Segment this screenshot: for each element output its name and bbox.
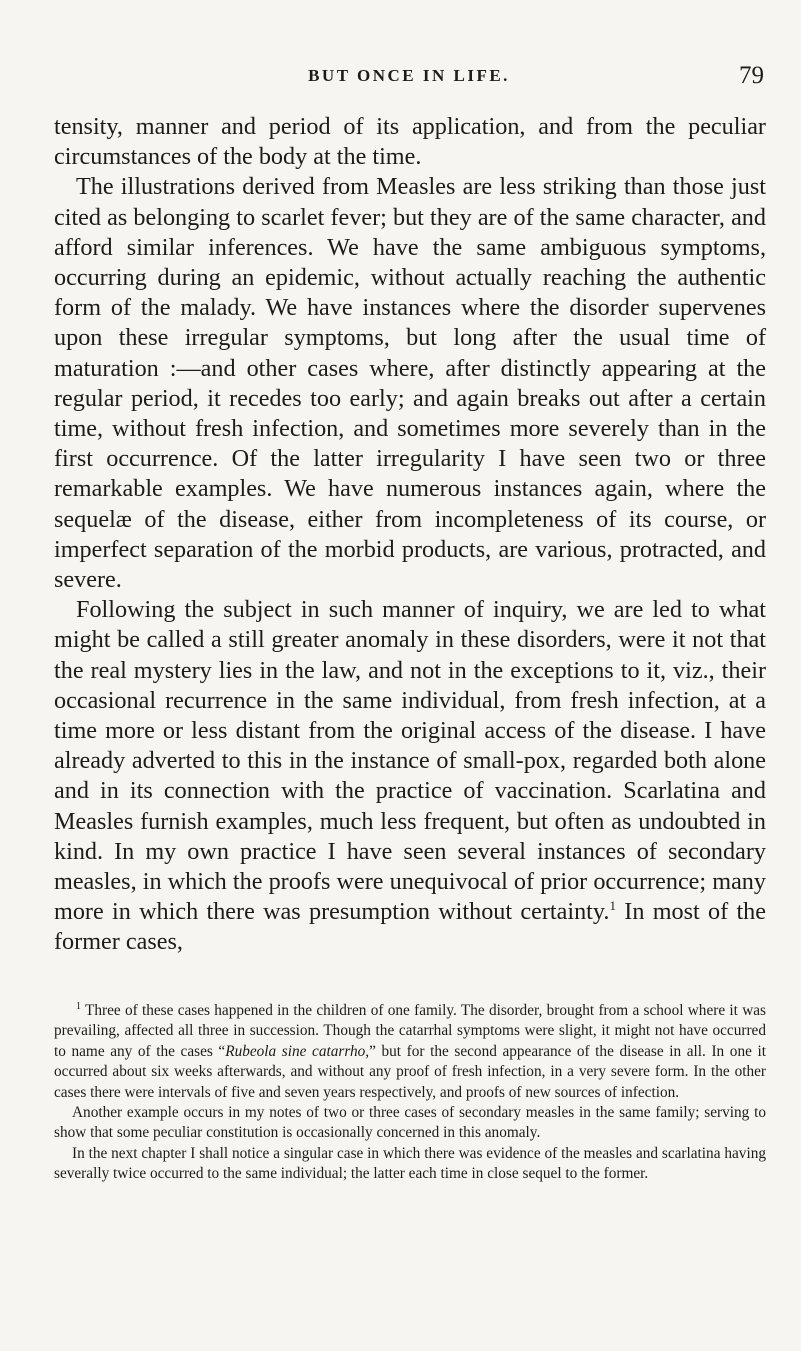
- paragraph-3-tail: In most of the former cases,: [54, 898, 767, 956]
- footnote-2: Another example occurs in my notes of two or three cases of secondary measles in the same family; serving to show that some peculiar constitution is occasionally concerned in this anomaly.: [54, 1104, 766, 1142]
- footnote-1-tail: ” but for the second appearance of the disease in all. In one it occurred about six weeks afterwards, and without any proof of fresh infection, in a very severe form. In the other cases there were intervals of five and seven years respectively, and proofs of new sources of infection.: [54, 1042, 766, 1101]
- body-text: [54, 112, 766, 958]
- page-number: 79: [739, 62, 764, 89]
- footnote-1-text: Three of these cases happened in the children of one family. The disorder, brought from a school where it was prevailing, affected all three in succession. Though the catarrhal symptoms were slight, it might not have occurred to name any of the cases “: [54, 1002, 766, 1060]
- footnotes: [54, 1001, 766, 1185]
- running-head: [54, 62, 764, 94]
- running-title: BUT ONCE IN LIFE.: [308, 66, 510, 85]
- footnote-1: [54, 1001, 766, 1103]
- footnote-reference[interactable]: 1: [609, 898, 616, 914]
- paragraph-2: The illustrations derived from Measles are less striking than those just cited as belonging to scarlet fever; but they are of the same character, and afford similar inferences. We have the same ambiguous symptoms, occurring during an epidemic, without actually reaching the authentic form of the malady. We have instances where the disorder supervenes upon these irregular symptoms, but long after the usual time of maturation :—and other cases where, after distinctly appearing at the regular period, it recedes too early; and again breaks out after a certain time, without fresh infection, and sometimes more severely than in the first occurrence. Of the latter irregularity I have seen two or three remarkable examples. We have numerous instances again, where the sequelæ of the disease, either from incompleteness of its course, or imperfect separation of the morbid products, are various, protracted, and severe.: [54, 173, 766, 594]
- paragraph-1: tensity, manner and period of its application, and from the peculiar circumstances of the body at the time.: [54, 113, 766, 171]
- paragraph-3: [54, 595, 766, 957]
- footnote-mark: 1: [76, 1000, 81, 1012]
- paragraph-3-text: Following the subject in such manner of inquiry, we are led to what might be called a still greater anomaly in these disorders, were it not that the real mystery lies in the law, and not in the exceptions to it, viz., their occasional recurrence in the same individual, from fresh infection, at a time more or less distant from the original access of the disease. I have already adverted to this in the instance of small-pox, regarded both alone and in its connection with the practice of vaccination. Scarlatina and Measles furnish examples, much less frequent, but often as undoubted in kind. In my own practice I have seen several instances of secondary measles, in which the proofs were unequivocal of prior occurrence; many more in which there was presumption without certainty.: [54, 596, 766, 926]
- footnote-3: In the next chapter I shall notice a singular case in which there was evidence of the measles and scarlatina having severally twice occurred to the same individual; the latter each time in close sequel to the former.: [54, 1144, 766, 1183]
- footnote-1-latin-term: Rubeola sine catarrho,: [225, 1042, 370, 1060]
